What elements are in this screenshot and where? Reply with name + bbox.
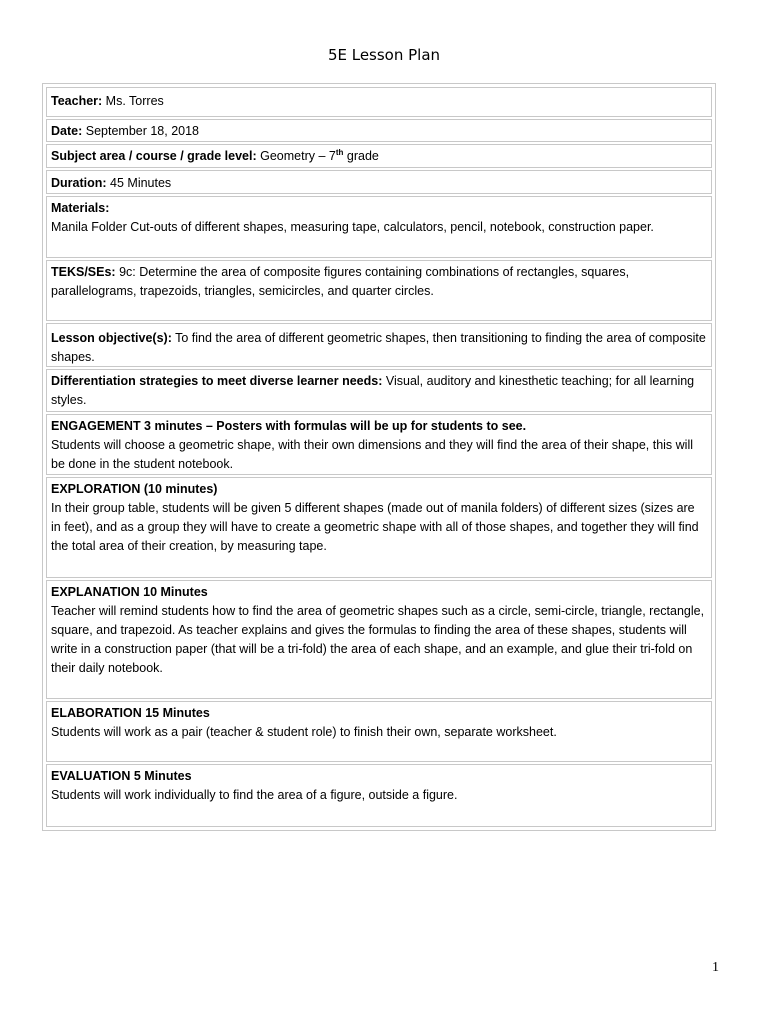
page-number: 1 [712,960,719,975]
differentiation-label: Differentiation strategies to meet diverse learner needs: [51,374,383,388]
elaboration-body: Students will work as a pair (teacher & student role) to finish their own, separate worksheet. [51,725,557,739]
date-row [46,119,712,142]
subject-row [46,144,712,168]
teacher-value: Ms. Torres [102,94,164,108]
materials-label: Materials: [51,201,110,215]
subject-label: Subject area / course / grade level: [51,149,257,163]
subject-value: Geometry – 7 [256,149,336,163]
duration-value: 45 Minutes [106,176,172,190]
teacher-row [46,87,712,117]
differentiation-row [46,369,712,412]
subject-superscript: th [335,147,344,157]
teacher-label: Teacher: [51,94,103,108]
teks-value: 9c: Determine the area of composite figures containing combinations of rectangles, squares, parallelograms, trapezoids, triangles, semicircles, and quarter circles. [51,265,630,298]
teks-row [46,260,712,321]
materials-value: Manila Folder Cut-outs of different shapes, measuring tape, calculators, pencil, notebook, construction paper. [51,220,654,234]
evaluation-heading: EVALUATION 5 Minutes [51,769,192,783]
elaboration-row [46,701,712,762]
exploration-body: In their group table, students will be given 5 different shapes (made out of manila folders) of different sizes (sizes are in feet), and as a group they will have to create a geometric shape with all of those shapes, and together they will find the total area of their creation, by measuring tape. [51,501,699,553]
objective-label: Lesson objective(s): [51,331,172,345]
lesson-plan-table [42,83,716,831]
engagement-row [46,414,712,475]
exploration-heading: EXPLORATION (10 minutes) [51,482,218,496]
engagement-heading: ENGAGEMENT 3 minutes – Posters with formulas will be up for students to see. [51,419,527,433]
evaluation-body: Students will work individually to find the area of a figure, outside a figure. [51,788,458,802]
differentiation-value: Visual, auditory and kinesthetic teaching; for all learning styles. [51,374,695,407]
explanation-body: Teacher will remind students how to find the area of geometric shapes such as a circle, semi-circle, triangle, rectangle, square, and trapezoid. As teacher explains and gives the formulas to finding the area of these shapes, students will write in a construction paper (that will be a tri-fold) the area of each shape, and an example, and glue their tri-fold on their daily notebook. [51,604,705,675]
elaboration-heading: ELABORATION 15 Minutes [51,706,210,720]
subject-suffix: grade [343,149,379,163]
explanation-heading: EXPLANATION 10 Minutes [51,585,208,599]
objective-value: To find the area of different geometric shapes, then transitioning to finding the area of composite shapes. [51,331,706,364]
exploration-row [46,477,712,578]
duration-label: Duration: [51,176,107,190]
evaluation-row [46,764,712,827]
date-label: Date: [51,124,83,138]
page-title: 5E Lesson Plan [327,46,441,64]
engagement-body: Students will choose a geometric shape, with their own dimensions and they will find the area of their shape, this will be done in the student notebook. [51,438,694,471]
explanation-row [46,580,712,699]
materials-row [46,196,712,258]
objective-row [46,323,712,367]
duration-row [46,170,712,194]
teks-label: TEKS/SEs: [51,265,116,279]
date-value: September 18, 2018 [82,124,200,138]
